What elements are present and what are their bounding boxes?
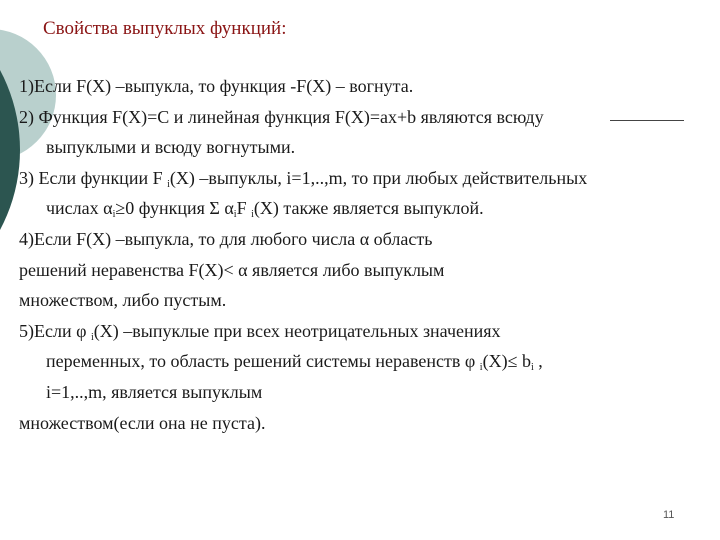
slide-title: Свойства выпуклых функций: xyxy=(43,18,287,39)
property-4-line: 4)Если F(X) –выпукла, то для любого числа α область xyxy=(19,228,433,249)
text-segment: (X) также является выпуклой. xyxy=(253,198,484,219)
subscript: i xyxy=(479,362,483,374)
decorative-underline xyxy=(610,120,684,121)
page-number: 11 xyxy=(663,509,675,521)
text-segment: ≥0 функция Σ α xyxy=(115,198,234,219)
property-5-continuation xyxy=(19,346,699,377)
text-segment: переменных, то область решений системы неравенств φ xyxy=(46,351,480,372)
property-1-line: 1)Если F(X) –выпукла, то функция -F(X) – вогнута. xyxy=(19,76,414,96)
property-3-continuation xyxy=(19,193,699,224)
text-segment: числах α xyxy=(46,198,113,219)
property-5-continuation: i=1,..,m, является выпуклым xyxy=(46,381,263,402)
text-segment: 3) Если функции F xyxy=(19,167,168,188)
property-3-line xyxy=(19,163,699,194)
subscript: i xyxy=(233,209,237,221)
property-5-line xyxy=(19,316,699,347)
property-2-line: 2) Функция F(X)=C и линейная функция F(X)=ax+b являются всюду xyxy=(19,106,544,127)
text-segment: F xyxy=(236,198,252,219)
property-2-continuation: выпуклыми и всюду вогнутыми. xyxy=(46,137,296,158)
properties-list xyxy=(19,71,699,438)
subscript: i xyxy=(112,209,116,221)
property-4-continuation: множеством, либо пустым. xyxy=(19,290,227,311)
subscript: i xyxy=(90,331,94,343)
text-segment: (X)≤ b xyxy=(482,351,531,372)
subscript: i xyxy=(251,209,254,221)
subscript: i xyxy=(167,178,170,190)
text-segment: 5)Если φ xyxy=(19,320,91,341)
property-4-continuation: решений неравенства F(X)< α является либо выпуклым xyxy=(19,259,445,280)
property-5-continuation: множеством(если она не пуста). xyxy=(19,412,266,433)
text-segment: , xyxy=(533,351,543,372)
text-segment: (X) –выпуклые при всех неотрицательных значениях xyxy=(93,320,501,341)
subscript: i xyxy=(530,362,534,374)
text-segment: (X) –выпуклы, i=1,..,m, то при любых действительных xyxy=(169,167,588,188)
